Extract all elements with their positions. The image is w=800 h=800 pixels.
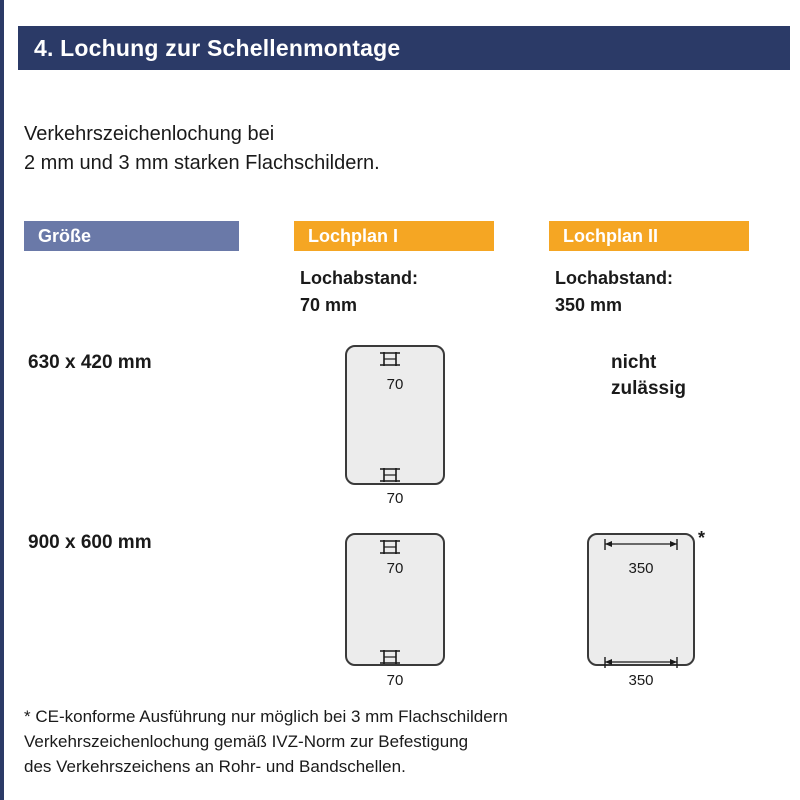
subheader-lochplan-2-line-1: Lochabstand:: [555, 268, 674, 288]
intro-line-2: 2 mm und 3 mm starken Flachschildern.: [24, 152, 380, 174]
dimension-top-row1-plan1: 70: [386, 376, 404, 393]
subheader-lochplan-1: [300, 265, 418, 319]
column-header-lochplan-2: Lochplan II: [549, 221, 749, 251]
column-header-size: Größe: [24, 221, 239, 251]
row-label-size-900x600: 900 x 600 mm: [28, 532, 152, 553]
footnote-marker: *: [698, 528, 706, 548]
footnote-line-2: Verkehrszeichenlochung gemäß IVZ-Norm zur Befestigung: [24, 732, 469, 751]
note-nicht-zulaessig: [611, 350, 686, 402]
hole-mark-bottom-row2-plan1: [374, 648, 418, 670]
hole-mark-bottom-row1-plan1: [374, 466, 418, 488]
footnote-text: [24, 704, 508, 779]
dimension-bottom-row2-plan2: 350: [628, 672, 654, 689]
column-header-lochplan-1: Lochplan I: [294, 221, 494, 251]
subheader-lochplan-2-line-2: 350 mm: [555, 295, 623, 315]
dimension-top-row2-plan1: 70: [386, 560, 404, 577]
plate-drawing-900x600-lochplan-2: [587, 533, 695, 666]
subheader-lochplan-1-line-1: Lochabstand:: [300, 268, 419, 288]
dimension-bottom-row2-plan1: 70: [386, 672, 404, 689]
hole-mark-top-row1-plan1: [374, 350, 418, 372]
footnote-line-1: * CE-konforme Ausführung nur möglich bei 3 mm Flachschildern: [24, 707, 508, 726]
dimension-arrow-top-row2-plan2: [599, 536, 685, 552]
subheader-lochplan-1-line-2: 70 mm: [300, 295, 358, 315]
note-nicht-zulaessig-line-2: zulässig: [611, 378, 686, 399]
subheader-lochplan-2: [555, 265, 673, 319]
dimension-top-row2-plan2: 350: [628, 560, 654, 577]
row-label-size-630x420: 630 x 420 mm: [28, 352, 152, 373]
footnote-line-3: des Verkehrszeichens an Rohr- und Bandschellen.: [24, 757, 406, 776]
dimension-bottom-row1-plan1: 70: [386, 490, 404, 507]
intro-line-1: Verkehrszeichenlochung bei: [24, 123, 275, 145]
section-header-bar: [18, 26, 790, 70]
page-title: 4. Lochung zur Schellenmontage: [34, 34, 401, 61]
dimension-arrow-bottom-row2-plan2: [599, 654, 685, 670]
hole-mark-top-row2-plan1: [374, 538, 418, 560]
intro-text: [24, 120, 380, 178]
note-nicht-zulaessig-line-1: nicht: [611, 352, 657, 373]
